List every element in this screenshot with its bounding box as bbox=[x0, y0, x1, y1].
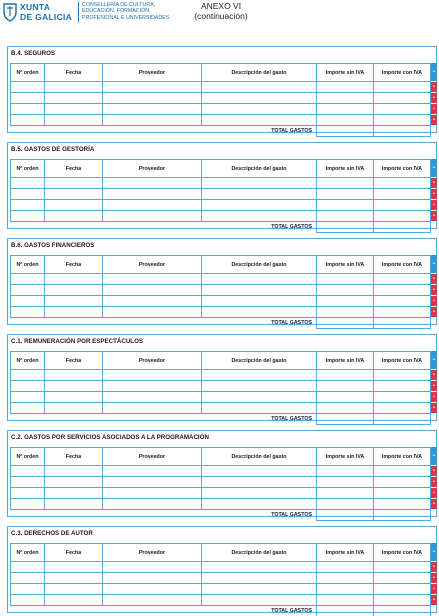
table-row bbox=[11, 200, 431, 211]
table-row bbox=[11, 82, 431, 93]
input-cell[interactable] bbox=[11, 189, 45, 200]
minus-icon[interactable]: • bbox=[431, 82, 437, 92]
input-cell[interactable] bbox=[202, 573, 317, 584]
table-row bbox=[11, 562, 431, 573]
input-cell[interactable] bbox=[103, 93, 202, 104]
input-cell[interactable] bbox=[45, 403, 103, 414]
minus-icon[interactable]: • bbox=[431, 104, 437, 114]
input-cell[interactable] bbox=[202, 392, 317, 403]
expense-section bbox=[7, 238, 437, 325]
column-header: Importe con IVA bbox=[374, 448, 431, 466]
total-without-vat-cell[interactable] bbox=[317, 414, 374, 425]
column-header: Proveedor bbox=[103, 544, 202, 562]
ministry-line-3: PROFESIONAL E UNIVERSIDADES bbox=[82, 14, 170, 21]
input-cell[interactable] bbox=[202, 466, 317, 477]
input-cell[interactable] bbox=[45, 178, 103, 189]
input-cell[interactable] bbox=[45, 104, 103, 115]
minus-icon[interactable]: • bbox=[431, 211, 437, 221]
table-row bbox=[11, 307, 431, 318]
input-cell[interactable] bbox=[11, 285, 45, 296]
input-cell[interactable] bbox=[11, 93, 45, 104]
column-header: Fecha bbox=[45, 256, 103, 274]
input-cell[interactable] bbox=[374, 115, 431, 126]
annex-heading bbox=[180, 1, 262, 21]
input-cell[interactable] bbox=[374, 93, 431, 104]
total-without-vat-cell[interactable] bbox=[317, 126, 374, 137]
expense-table bbox=[10, 63, 431, 137]
column-header: Importe sin IVA bbox=[317, 256, 374, 274]
input-cell[interactable] bbox=[45, 115, 103, 126]
input-cell[interactable] bbox=[317, 307, 374, 318]
input-cell[interactable] bbox=[374, 200, 431, 211]
input-cell[interactable] bbox=[374, 274, 431, 285]
input-cell[interactable] bbox=[202, 93, 317, 104]
input-cell[interactable] bbox=[374, 178, 431, 189]
input-cell[interactable] bbox=[317, 211, 374, 222]
input-cell[interactable] bbox=[317, 584, 374, 595]
input-cell[interactable] bbox=[11, 370, 45, 381]
minus-icon[interactable]: • bbox=[431, 370, 437, 380]
expense-section bbox=[7, 334, 437, 421]
page-header bbox=[0, 0, 439, 40]
input-cell[interactable] bbox=[45, 381, 103, 392]
section-title: B.5. GASTOS DE GESTORÍA bbox=[11, 146, 95, 153]
column-header: Nº orden bbox=[11, 160, 45, 178]
column-header: Importe sin IVA bbox=[317, 352, 374, 370]
input-cell[interactable] bbox=[374, 381, 431, 392]
input-cell[interactable] bbox=[103, 584, 202, 595]
input-cell[interactable] bbox=[45, 573, 103, 584]
input-cell[interactable] bbox=[103, 403, 202, 414]
input-cell[interactable] bbox=[103, 115, 202, 126]
input-cell[interactable] bbox=[103, 573, 202, 584]
input-cell[interactable] bbox=[11, 499, 45, 510]
input-cell[interactable] bbox=[202, 403, 317, 414]
minus-icon[interactable]: • bbox=[431, 296, 437, 306]
input-cell[interactable] bbox=[202, 488, 317, 499]
total-without-vat-cell[interactable] bbox=[317, 510, 374, 521]
input-cell[interactable] bbox=[11, 403, 45, 414]
input-cell[interactable] bbox=[374, 370, 431, 381]
minus-icon[interactable]: • bbox=[431, 274, 437, 284]
input-cell[interactable] bbox=[11, 477, 45, 488]
annex-title: ANEXO VI bbox=[200, 1, 242, 11]
total-with-vat-cell[interactable] bbox=[374, 606, 431, 616]
input-cell[interactable] bbox=[11, 82, 45, 93]
input-cell[interactable] bbox=[11, 274, 45, 285]
total-row bbox=[11, 510, 431, 521]
table-row bbox=[11, 466, 431, 477]
column-header: Fecha bbox=[45, 448, 103, 466]
column-header: Importe sin IVA bbox=[317, 64, 374, 82]
input-cell[interactable] bbox=[317, 381, 374, 392]
input-cell[interactable] bbox=[11, 466, 45, 477]
input-cell[interactable] bbox=[202, 82, 317, 93]
xunta-emblem-icon bbox=[2, 2, 18, 22]
minus-icon[interactable]: • bbox=[431, 93, 437, 103]
column-header: Descripción del gasto bbox=[202, 256, 317, 274]
input-cell[interactable] bbox=[317, 562, 374, 573]
input-cell[interactable] bbox=[45, 466, 103, 477]
total-label: TOTAL GASTOS bbox=[271, 416, 312, 423]
total-with-vat-cell[interactable] bbox=[374, 510, 431, 521]
expense-table bbox=[10, 447, 431, 521]
input-cell[interactable] bbox=[202, 285, 317, 296]
column-header: Importe con IVA bbox=[374, 544, 431, 562]
table-row bbox=[11, 370, 431, 381]
input-cell[interactable] bbox=[317, 595, 374, 606]
input-cell[interactable] bbox=[202, 115, 317, 126]
section-title: C.3. DERECHOS DE AUTOR bbox=[11, 530, 93, 537]
section-title: B.6. GASTOS FINANCIEROS bbox=[11, 242, 95, 249]
table-row bbox=[11, 104, 431, 115]
table-row bbox=[11, 178, 431, 189]
input-cell[interactable] bbox=[45, 595, 103, 606]
minus-icon[interactable]: • bbox=[431, 178, 437, 188]
column-header: Nº orden bbox=[11, 544, 45, 562]
input-cell[interactable] bbox=[103, 189, 202, 200]
total-row bbox=[11, 414, 431, 425]
input-cell[interactable] bbox=[103, 200, 202, 211]
total-without-vat-cell[interactable] bbox=[317, 606, 374, 616]
minus-icon[interactable]: • bbox=[431, 307, 437, 317]
logo-text bbox=[20, 2, 72, 22]
expense-section bbox=[7, 46, 437, 133]
table-header-row bbox=[11, 64, 431, 82]
total-row bbox=[11, 318, 431, 329]
input-cell[interactable] bbox=[103, 211, 202, 222]
minus-icon[interactable]: • bbox=[431, 488, 437, 498]
input-cell[interactable] bbox=[103, 82, 202, 93]
input-cell[interactable] bbox=[11, 200, 45, 211]
input-cell[interactable] bbox=[202, 307, 317, 318]
input-cell[interactable] bbox=[374, 477, 431, 488]
total-without-vat-cell[interactable] bbox=[317, 318, 374, 329]
table-row bbox=[11, 392, 431, 403]
table-header-row bbox=[11, 256, 431, 274]
table-row bbox=[11, 477, 431, 488]
input-cell[interactable] bbox=[45, 488, 103, 499]
input-cell[interactable] bbox=[202, 211, 317, 222]
total-label: TOTAL GASTOS bbox=[271, 512, 312, 519]
input-cell[interactable] bbox=[45, 584, 103, 595]
input-cell[interactable] bbox=[317, 392, 374, 403]
input-cell[interactable] bbox=[317, 93, 374, 104]
input-cell[interactable] bbox=[317, 274, 374, 285]
input-cell[interactable] bbox=[202, 189, 317, 200]
column-header: Fecha bbox=[45, 160, 103, 178]
expense-table bbox=[10, 351, 431, 425]
input-cell[interactable] bbox=[317, 104, 374, 115]
input-cell[interactable] bbox=[317, 200, 374, 211]
input-cell[interactable] bbox=[11, 178, 45, 189]
input-cell[interactable] bbox=[45, 285, 103, 296]
input-cell[interactable] bbox=[103, 595, 202, 606]
table-row bbox=[11, 381, 431, 392]
input-cell[interactable] bbox=[103, 499, 202, 510]
expense-section bbox=[7, 526, 437, 613]
table-row bbox=[11, 403, 431, 414]
input-cell[interactable] bbox=[103, 104, 202, 115]
section-title: C.1. REMUNERACIÓN POR ESPECTÁCULOS bbox=[11, 338, 144, 345]
input-cell[interactable] bbox=[317, 488, 374, 499]
input-cell[interactable] bbox=[374, 104, 431, 115]
input-cell[interactable] bbox=[374, 307, 431, 318]
minus-icon[interactable]: • bbox=[431, 477, 437, 487]
input-cell[interactable] bbox=[103, 477, 202, 488]
table-row bbox=[11, 573, 431, 584]
total-with-vat-cell[interactable] bbox=[374, 222, 431, 233]
plus-icon[interactable]: + bbox=[431, 351, 437, 369]
input-cell[interactable] bbox=[45, 307, 103, 318]
column-header: Importe con IVA bbox=[374, 352, 431, 370]
column-header: Nº orden bbox=[11, 448, 45, 466]
input-cell[interactable] bbox=[317, 115, 374, 126]
input-cell[interactable] bbox=[374, 403, 431, 414]
column-header: Importe sin IVA bbox=[317, 544, 374, 562]
minus-icon[interactable]: • bbox=[431, 562, 437, 572]
input-cell[interactable] bbox=[103, 274, 202, 285]
total-with-vat-cell[interactable] bbox=[374, 126, 431, 137]
table-row bbox=[11, 296, 431, 307]
total-row bbox=[11, 126, 431, 137]
input-cell[interactable] bbox=[103, 370, 202, 381]
input-cell[interactable] bbox=[103, 178, 202, 189]
total-with-vat-cell[interactable] bbox=[374, 318, 431, 329]
section-title: B.4. SEGUROS bbox=[11, 50, 56, 57]
input-cell[interactable] bbox=[45, 499, 103, 510]
table-row bbox=[11, 595, 431, 606]
column-header: Importe con IVA bbox=[374, 64, 431, 82]
input-cell[interactable] bbox=[374, 584, 431, 595]
column-header: Importe con IVA bbox=[374, 256, 431, 274]
table-row bbox=[11, 488, 431, 499]
input-cell[interactable] bbox=[374, 211, 431, 222]
input-cell[interactable] bbox=[374, 392, 431, 403]
input-cell[interactable] bbox=[317, 296, 374, 307]
ministry-name bbox=[82, 2, 169, 21]
section-title: C.2. GASTOS POR SERVICIOS ASOCIADOS A LA PROGRAMACIÓN bbox=[11, 434, 209, 441]
column-header: Nº orden bbox=[11, 64, 45, 82]
minus-icon[interactable]: • bbox=[431, 584, 437, 594]
input-cell[interactable] bbox=[103, 562, 202, 573]
ministry-line-1: CONSELLERÍA DE CULTURA, bbox=[82, 2, 156, 8]
input-cell[interactable] bbox=[202, 104, 317, 115]
minus-icon[interactable]: • bbox=[431, 115, 437, 125]
table-header-row bbox=[11, 448, 431, 466]
table-header-row bbox=[11, 544, 431, 562]
column-header: Importe con IVA bbox=[374, 160, 431, 178]
expense-section bbox=[7, 430, 437, 517]
input-cell[interactable] bbox=[45, 82, 103, 93]
minus-icon[interactable]: • bbox=[431, 573, 437, 583]
input-cell[interactable] bbox=[374, 285, 431, 296]
input-cell[interactable] bbox=[11, 296, 45, 307]
minus-icon[interactable]: • bbox=[431, 189, 437, 199]
table-row bbox=[11, 189, 431, 200]
ministry-line-2: EDUCACIÓN, FORMACIÓN bbox=[82, 8, 150, 15]
total-label: TOTAL GASTOS bbox=[271, 320, 312, 327]
table-row bbox=[11, 274, 431, 285]
table-row bbox=[11, 285, 431, 296]
input-cell[interactable] bbox=[11, 488, 45, 499]
column-header: Descripción del gasto bbox=[202, 448, 317, 466]
minus-icon[interactable]: • bbox=[431, 403, 437, 413]
total-without-vat-cell[interactable] bbox=[317, 222, 374, 233]
input-cell[interactable] bbox=[11, 392, 45, 403]
column-header: Proveedor bbox=[103, 160, 202, 178]
plus-icon[interactable]: + bbox=[431, 447, 437, 465]
expense-table bbox=[10, 255, 431, 329]
input-cell[interactable] bbox=[317, 466, 374, 477]
total-row bbox=[11, 606, 431, 616]
expense-table bbox=[10, 159, 431, 233]
input-cell[interactable] bbox=[45, 477, 103, 488]
column-header: Proveedor bbox=[103, 352, 202, 370]
column-header: Descripción del gasto bbox=[202, 352, 317, 370]
input-cell[interactable] bbox=[11, 115, 45, 126]
input-cell[interactable] bbox=[45, 370, 103, 381]
input-cell[interactable] bbox=[45, 189, 103, 200]
input-cell[interactable] bbox=[103, 296, 202, 307]
table-row bbox=[11, 93, 431, 104]
input-cell[interactable] bbox=[202, 274, 317, 285]
input-cell[interactable] bbox=[45, 392, 103, 403]
input-cell[interactable] bbox=[11, 584, 45, 595]
total-label: TOTAL GASTOS bbox=[271, 224, 312, 231]
input-cell[interactable] bbox=[317, 285, 374, 296]
input-cell[interactable] bbox=[374, 466, 431, 477]
input-cell[interactable] bbox=[317, 499, 374, 510]
input-cell[interactable] bbox=[11, 573, 45, 584]
input-cell[interactable] bbox=[317, 178, 374, 189]
input-cell[interactable] bbox=[45, 296, 103, 307]
table-row bbox=[11, 499, 431, 510]
input-cell[interactable] bbox=[103, 392, 202, 403]
table-row bbox=[11, 115, 431, 126]
table-header-row bbox=[11, 160, 431, 178]
logo-line-1: XUNTA bbox=[20, 2, 51, 12]
column-header: Proveedor bbox=[103, 256, 202, 274]
minus-icon[interactable]: • bbox=[431, 381, 437, 391]
input-cell[interactable] bbox=[202, 584, 317, 595]
plus-icon[interactable]: + bbox=[431, 159, 437, 177]
plus-icon[interactable]: + bbox=[431, 63, 437, 81]
input-cell[interactable] bbox=[317, 82, 374, 93]
table-row bbox=[11, 584, 431, 595]
input-cell[interactable] bbox=[11, 104, 45, 115]
expense-table bbox=[10, 543, 431, 616]
input-cell[interactable] bbox=[45, 93, 103, 104]
minus-icon[interactable]: • bbox=[431, 595, 437, 605]
table-row bbox=[11, 211, 431, 222]
input-cell[interactable] bbox=[11, 211, 45, 222]
input-cell[interactable] bbox=[103, 381, 202, 392]
minus-icon[interactable]: • bbox=[431, 499, 437, 509]
minus-icon[interactable]: • bbox=[431, 392, 437, 402]
input-cell[interactable] bbox=[202, 477, 317, 488]
minus-icon[interactable]: • bbox=[431, 466, 437, 476]
input-cell[interactable] bbox=[11, 595, 45, 606]
input-cell[interactable] bbox=[202, 499, 317, 510]
column-header: Importe sin IVA bbox=[317, 160, 374, 178]
column-header: Descripción del gasto bbox=[202, 544, 317, 562]
input-cell[interactable] bbox=[374, 189, 431, 200]
input-cell[interactable] bbox=[202, 370, 317, 381]
input-cell[interactable] bbox=[374, 562, 431, 573]
minus-icon[interactable]: • bbox=[431, 285, 437, 295]
input-cell[interactable] bbox=[202, 595, 317, 606]
total-with-vat-cell[interactable] bbox=[374, 414, 431, 425]
plus-icon[interactable]: + bbox=[431, 543, 437, 561]
table-header-row bbox=[11, 352, 431, 370]
input-cell[interactable] bbox=[202, 178, 317, 189]
total-label: TOTAL GASTOS bbox=[271, 608, 312, 615]
total-label: TOTAL GASTOS bbox=[271, 128, 312, 135]
xunta-logo bbox=[2, 2, 78, 22]
input-cell[interactable] bbox=[103, 285, 202, 296]
input-cell[interactable] bbox=[45, 274, 103, 285]
column-header: Nº orden bbox=[11, 352, 45, 370]
input-cell[interactable] bbox=[317, 370, 374, 381]
input-cell[interactable] bbox=[11, 381, 45, 392]
input-cell[interactable] bbox=[317, 189, 374, 200]
input-cell[interactable] bbox=[317, 573, 374, 584]
input-cell[interactable] bbox=[374, 296, 431, 307]
logo-line-2: DE GALICIA bbox=[20, 12, 73, 22]
column-header: Nº orden bbox=[11, 256, 45, 274]
input-cell[interactable] bbox=[317, 477, 374, 488]
input-cell[interactable] bbox=[103, 307, 202, 318]
column-header: Proveedor bbox=[103, 64, 202, 82]
plus-icon[interactable]: + bbox=[431, 255, 437, 273]
input-cell[interactable] bbox=[374, 595, 431, 606]
input-cell[interactable] bbox=[202, 562, 317, 573]
input-cell[interactable] bbox=[202, 200, 317, 211]
column-header: Descripción del gasto bbox=[202, 64, 317, 82]
column-header: Descripción del gasto bbox=[202, 160, 317, 178]
input-cell[interactable] bbox=[202, 381, 317, 392]
column-header: Importe sin IVA bbox=[317, 448, 374, 466]
minus-icon[interactable]: • bbox=[431, 200, 437, 210]
input-cell[interactable] bbox=[374, 499, 431, 510]
annex-subtitle: (continuación) bbox=[194, 11, 248, 21]
input-cell[interactable] bbox=[45, 200, 103, 211]
total-row bbox=[11, 222, 431, 233]
input-cell[interactable] bbox=[202, 296, 317, 307]
input-cell[interactable] bbox=[11, 562, 45, 573]
input-cell[interactable] bbox=[45, 211, 103, 222]
input-cell[interactable] bbox=[374, 82, 431, 93]
column-header: Fecha bbox=[45, 544, 103, 562]
logo-divider bbox=[78, 2, 79, 22]
column-header: Proveedor bbox=[103, 448, 202, 466]
expense-section bbox=[7, 142, 437, 229]
input-cell[interactable] bbox=[45, 562, 103, 573]
input-cell[interactable] bbox=[374, 488, 431, 499]
input-cell[interactable] bbox=[103, 466, 202, 477]
input-cell[interactable] bbox=[374, 573, 431, 584]
column-header: Fecha bbox=[45, 352, 103, 370]
input-cell[interactable] bbox=[11, 307, 45, 318]
input-cell[interactable] bbox=[317, 403, 374, 414]
column-header: Fecha bbox=[45, 64, 103, 82]
input-cell[interactable] bbox=[103, 488, 202, 499]
